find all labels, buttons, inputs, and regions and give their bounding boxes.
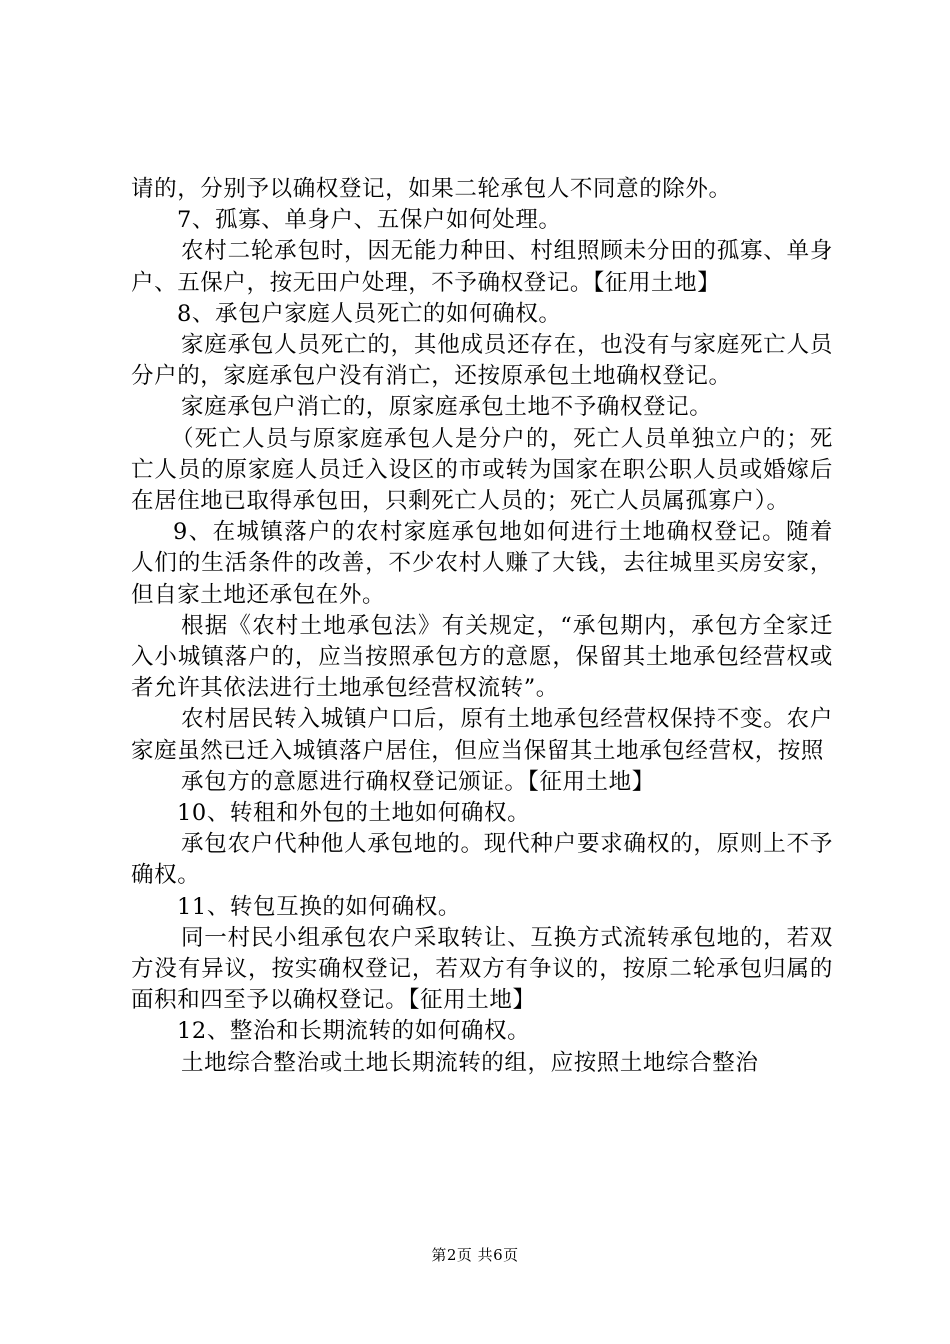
- paragraph: 同一村民小组承包农户采取转让、互换方式流转承包地的，若双方没有异议，按实确权登记，若双方有争议的，按原二轮承包归属的面积和四至予以确权登记。【征用土地】: [131, 924, 833, 1014]
- page-footer: [0, 1244, 950, 1265]
- document-body: [131, 174, 833, 1079]
- section-heading: 8、承包户家庭人员死亡的如何确权。: [177, 300, 562, 327]
- section-heading: 7、孤寡、单身户、五保户如何处理。: [177, 207, 562, 234]
- paragraph: 土地综合整治或土地长期流转的组，应按照土地综合整治: [181, 1049, 759, 1076]
- paragraph: 请的，分别予以确权登记，如果二轮承包人不同意的除外。: [131, 176, 732, 202]
- section-heading: 11、转包互换的如何确权。: [177, 893, 461, 920]
- paragraph: （死亡人员与原家庭承包人是分户的，死亡人员单独立户的；死亡人员的原家庭人员迁入设区的市或转为国家在职公职人员或婚嫁后在居住地已取得承包田，只剩死亡人员的；死亡人员属孤寡户）。: [131, 425, 833, 515]
- section-heading: 10、转租和外包的土地如何确权。: [177, 800, 531, 827]
- paragraph: 家庭承包人员死亡的，其他成员还存在，也没有与家庭死亡人员分户的，家庭承包户没有消亡，还按原承包土地确权登记。: [131, 332, 833, 390]
- paragraph: 承包农户代种他人承包地的。现代种户要求确权的，原则上不予确权。: [131, 831, 833, 889]
- paragraph: 农村二轮承包时，因无能力种田、村组照顾未分田的孤寡、单身户、五保户，按无田户处理，不予确权登记。【征用土地】: [131, 238, 833, 296]
- paragraph: 农村居民转入城镇户口后，原有土地承包经营权保持不变。农户家庭虽然已迁入城镇落户居住，但应当保留其土地承包经营权，按照: [131, 706, 833, 764]
- paragraph: 承包方的意愿进行确权登记颁证。【征用土地】: [181, 768, 655, 795]
- section-heading: 9、在城镇落户的农村家庭承包地如何进行土地确权登记。随着人们的生活条件的改善，不少农村人赚了大钱，去往城里买房安家，但自家土地还承包在外。: [131, 519, 833, 608]
- paragraph: 根据《农村土地承包法》有关规定，“承包期内，承包方全家迁入小城镇落户的，应当按照承包方的意愿，保留其土地承包经营权或者允许其依法进行土地承包经营权流转”。: [131, 612, 833, 702]
- paragraph: 家庭承包户消亡的，原家庭承包土地不予确权登记。: [181, 394, 713, 421]
- section-heading: 12、整治和长期流转的如何确权。: [177, 1018, 531, 1045]
- page-number-label: 第2页 共6页: [431, 1246, 519, 1264]
